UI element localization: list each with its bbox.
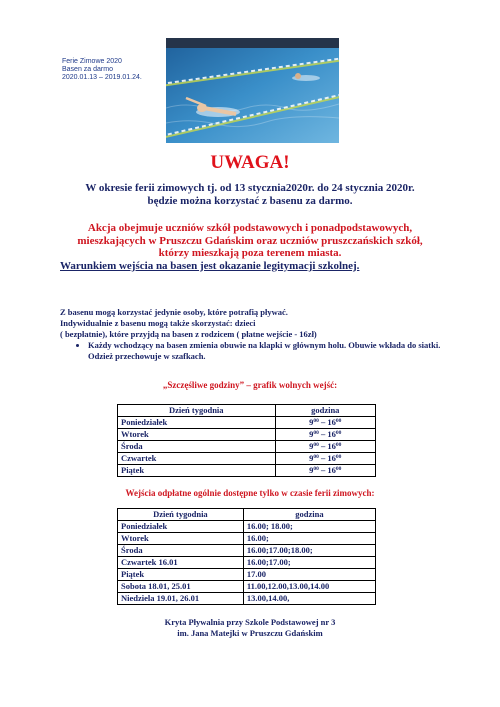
day-cell: Sobota 18.01, 25.01	[118, 581, 244, 593]
table-row	[118, 429, 376, 441]
free-schedule-caption: „Szczęśliwe godziny” – grafik wolnych wejść:	[162, 380, 338, 390]
footer-line: Kryta Pływalnia przy Szkole Podstawowej nr 3	[164, 617, 336, 627]
hours-part: –	[318, 441, 328, 451]
hours-part: 00	[335, 442, 342, 448]
day-cell: Niedziela 19.01, 26.01	[118, 593, 244, 605]
day-cell: Czwartek	[118, 453, 276, 465]
page-title: UWAGA!	[210, 152, 290, 173]
day-cell: Poniedziałek	[118, 417, 276, 429]
hours-cell	[275, 417, 375, 429]
hours-part: 00	[335, 466, 342, 472]
table-row	[118, 533, 376, 545]
rules-list	[60, 340, 445, 362]
header-note-line: 2020.01.13 – 2019.01.24.	[62, 74, 142, 81]
rule-bullet: • Każdy wchodzący na basen zmienia obuwie na klapki w głównym holu. Obuwie wkłada do siatki. Odzież przechowuje w szafkach.	[88, 340, 445, 362]
hours-part: –	[318, 453, 328, 463]
intro-text	[60, 182, 440, 208]
hours-part: 00	[335, 418, 342, 424]
hours-part: 00	[313, 430, 319, 436]
hours-part: –	[318, 465, 328, 475]
action-line: mieszkających w Pruszczu Gdańskim oraz uczniów pruszczańskich szkół,	[77, 234, 423, 247]
rule-line: Z basenu mogą korzystać jedynie osoby, które potrafią pływać.	[60, 307, 288, 317]
hours-part: –	[318, 429, 328, 439]
header-note-line: Ferie Zimowe 2020	[62, 58, 122, 65]
intro-line: będzie można korzystać z basenu za darmo.	[147, 195, 353, 207]
swimmer-photo	[166, 38, 339, 143]
header-note-line: Basen za darmo	[62, 66, 113, 73]
hours-cell: 17.00	[243, 569, 375, 581]
table-row	[118, 465, 376, 477]
hours-part: 16	[327, 453, 336, 463]
hours-cell	[275, 429, 375, 441]
table-row	[118, 569, 376, 581]
hours-cell	[275, 465, 375, 477]
hours-part: 00	[313, 466, 319, 472]
day-cell: Piątek	[118, 569, 244, 581]
table-row	[118, 557, 376, 569]
hours-part: 16	[327, 417, 336, 427]
entry-condition: Warunkiem wejścia na basen jest okazanie legitymacji szkolnej.	[60, 259, 360, 272]
hours-part: 00	[313, 454, 319, 460]
hours-cell: 11.00,12.00,13.00,14.00	[243, 581, 375, 593]
hours-cell	[275, 441, 375, 453]
hours-part: 9	[309, 429, 314, 439]
table-row	[118, 417, 376, 429]
swimming-pool-image	[166, 38, 339, 143]
hours-cell: 16.00;17.00;18.00;	[243, 545, 375, 557]
day-cell: Poniedziałek	[118, 521, 244, 533]
action-notice	[60, 222, 440, 272]
table-row	[118, 593, 376, 605]
column-header-day: Dzień tygodnia	[118, 509, 244, 521]
paid-schedule-caption: Wejścia odpłatne ogólnie dostępne tylko w czasie ferii zimowych:	[125, 488, 375, 498]
hours-part: 16	[327, 429, 336, 439]
hours-cell: 13.00,14.00,	[243, 593, 375, 605]
day-cell: Czwartek 16.01	[118, 557, 244, 569]
day-cell: Środa	[118, 545, 244, 557]
intro-line: W okresie ferii zimowych tj. od 13 stycznia2020r. do 24 stycznia 2020r.	[85, 182, 415, 194]
column-header-hours: godzina	[243, 509, 375, 521]
hours-part: 16	[327, 441, 336, 451]
action-line: którzy mieszkają poza terenem miasta.	[158, 247, 342, 259]
day-cell: Środa	[118, 441, 276, 453]
action-line: Akcja obejmuje uczniów szkół podstawowych i ponadpodstawowych,	[87, 222, 413, 234]
header-note	[62, 58, 142, 82]
column-header-day: Dzień tygodnia	[118, 405, 276, 417]
table-header-row	[118, 509, 376, 521]
hours-part: –	[318, 417, 328, 427]
table-row	[118, 453, 376, 465]
hours-cell: 16.00;17.00;	[243, 557, 375, 569]
day-cell: Wtorek	[118, 429, 276, 441]
hours-cell: 16.00; 18.00;	[243, 521, 375, 533]
hours-part: 16	[327, 465, 336, 475]
table-header-row	[118, 405, 376, 417]
day-cell: Wtorek	[118, 533, 244, 545]
rule-line: Indywidualnie z basenu mogą także skorzystać: dzieci	[60, 318, 256, 328]
footer-line: im. Jana Matejki w Pruszczu Gdańskim	[177, 628, 323, 638]
hours-cell	[275, 453, 375, 465]
column-header-hours: godzina	[275, 405, 375, 417]
table-row	[118, 545, 376, 557]
table-row	[118, 441, 376, 453]
hours-part: 9	[309, 453, 314, 463]
table-row	[118, 521, 376, 533]
paid-schedule-table	[117, 508, 376, 605]
hours-part: 9	[309, 441, 314, 451]
hours-part: 00	[335, 454, 342, 460]
hours-part: 00	[313, 418, 319, 424]
hours-cell: 16.00;	[243, 533, 375, 545]
hours-part: 9	[309, 465, 314, 475]
table-row	[118, 581, 376, 593]
rule-line: ( bezpłatnie), które przyjdą na basen z rodzicem ( płatne wejście - 16zł)	[60, 329, 317, 339]
rules-section	[60, 307, 445, 362]
hours-part: 00	[335, 430, 342, 436]
footer	[0, 617, 500, 639]
hours-part: 9	[309, 417, 314, 427]
hours-part: 00	[313, 442, 319, 448]
day-cell: Piątek	[118, 465, 276, 477]
free-schedule-table	[117, 404, 376, 477]
